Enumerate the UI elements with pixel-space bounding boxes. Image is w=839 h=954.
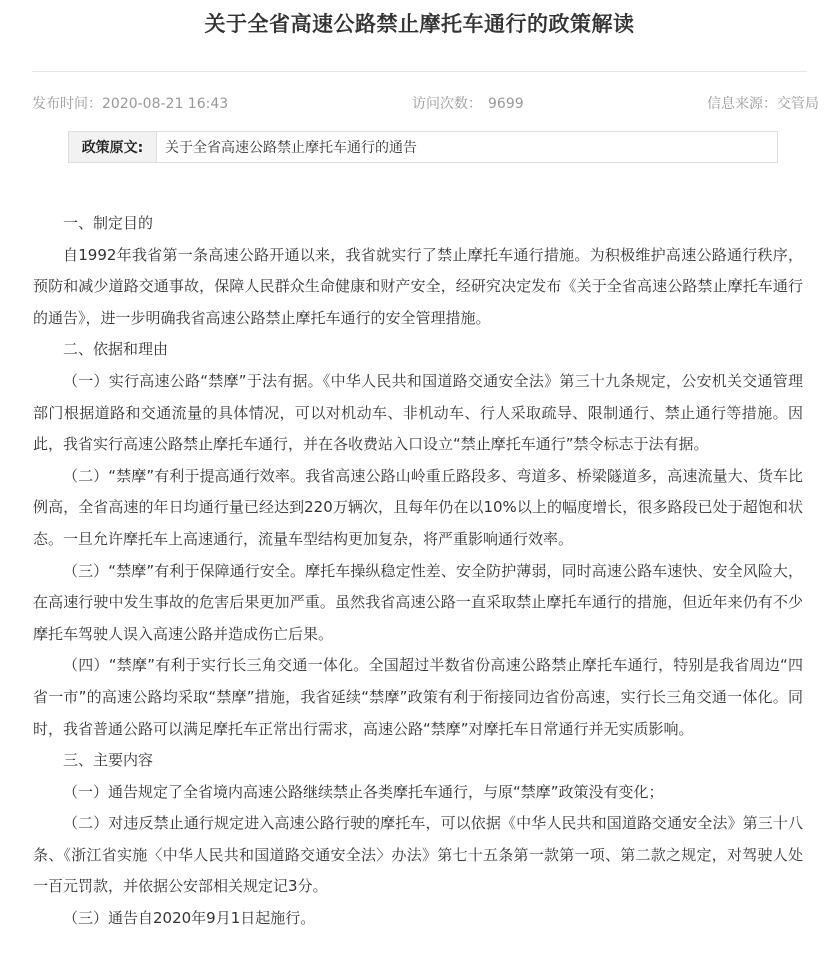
visit-count-label: 访问次数：: [412, 96, 482, 112]
policy-original-label: 政策原文:: [69, 132, 157, 162]
policy-original-link[interactable]: 关于全省高速公路禁止摩托车通行的通告: [165, 140, 417, 156]
paragraph-content-1: （一）通告规定了全省境内高速公路继续禁止各类摩托车通行，与原“禁摩”政策没有变化；: [63, 782, 664, 801]
paragraph-basis-1: （一）实行高速公路“禁摩”于法有据。《中华人民共和国道路交通安全法》第三十九条规定，公安机关交通管理部门根据道路和交通流量的具体情况，可以对机动车、非机动车、行人采取疏导、限制通行、禁止通行等措施。因此，我省实行高速公路禁止摩托车通行，并在各收费站入口设立“禁止摩托车通行”禁令标志于法有据。: [33, 371, 803, 454]
section-heading-purpose: 一、制定目的: [63, 214, 154, 232]
paragraph-purpose: 自1992年我省第一条高速公路开通以来，我省就实行了禁止摩托车通行措施。为积极维护高速公路通行秩序，预防和减少道路交通事故，保障人民群众生命健康和财产安全，经研究决定发布《关于全省高速公路禁止摩托车通行的通告》，进一步明确我省高速公路禁止摩托车通行的安全管理措施。: [33, 245, 803, 327]
publish-time-label: 发布时间：: [32, 96, 102, 112]
paragraph-basis-3: （三）“禁摩”有利于保障通行安全。摩托车操纵稳定性差、安全防护薄弱，同时高速公路车速快、安全风险大，在高速行驶中发生事故的危害后果更加严重。虽然我省高速公路一直采取禁止摩托车通行的措施，但近年来仍有不少摩托车驾驶人误入高速公路并造成伤亡后果。: [33, 561, 803, 643]
paragraph-content-3: （三）通告自2020年9月1日起施行。: [63, 909, 316, 928]
paragraph-content-2: （二）对违反禁止通行规定进入高速公路行驶的摩托车，可以依据《中华人民共和国道路交通安全法》第三十八条、《浙江省实施〈中华人民共和国道路交通安全法〉办法》第七十五条第一款第一项、第二款之规定，对驾驶人处一百元罚款，并依据公安部相关规定记3分。: [33, 814, 803, 896]
article-body: [33, 208, 803, 935]
visit-count-value: 9699: [488, 96, 524, 112]
info-source-label: 信息来源：: [707, 96, 777, 112]
publish-time-value: 2020-08-21 16:43: [102, 96, 229, 112]
paragraph-basis-2: （二）“禁摩”有利于提高通行效率。我省高速公路山岭重丘路段多、弯道多、桥梁隧道多，高速流量大、货车比例高，全省高速的年日均通行量已经达到220万辆次，且每年仍在以10%以上的幅度增长，很多路段已处于超饱和状态。一旦允许摩托车上高速通行，流量车型结构更加复杂，将严重影响通行效率。: [33, 466, 803, 548]
section-heading-content: 三、主要内容: [63, 751, 154, 770]
title-divider: [32, 71, 807, 72]
policy-original-box: [68, 131, 778, 163]
visit-count: [412, 93, 524, 113]
info-source: [707, 93, 819, 113]
article-title: 关于全省高速公路禁止摩托车通行的政策解读: [204, 12, 635, 36]
paragraph-basis-4: （四）“禁摩”有利于实行长三角交通一体化。全国超过半数省份高速公路禁止摩托车通行，特别是我省周边“四省一市”的高速公路均采取“禁摩”措施，我省延续“禁摩”政策有利于衔接同边省份高速，实行长三角交通一体化。同时，我省普通公路可以满足摩托车正常出行需求，高速公路“禁摩”对摩托车日常通行并无实质影响。: [33, 656, 803, 738]
publish-time: [32, 93, 228, 113]
info-source-value: 交管局: [777, 96, 819, 112]
section-heading-basis: 二、依据和理由: [63, 340, 169, 359]
